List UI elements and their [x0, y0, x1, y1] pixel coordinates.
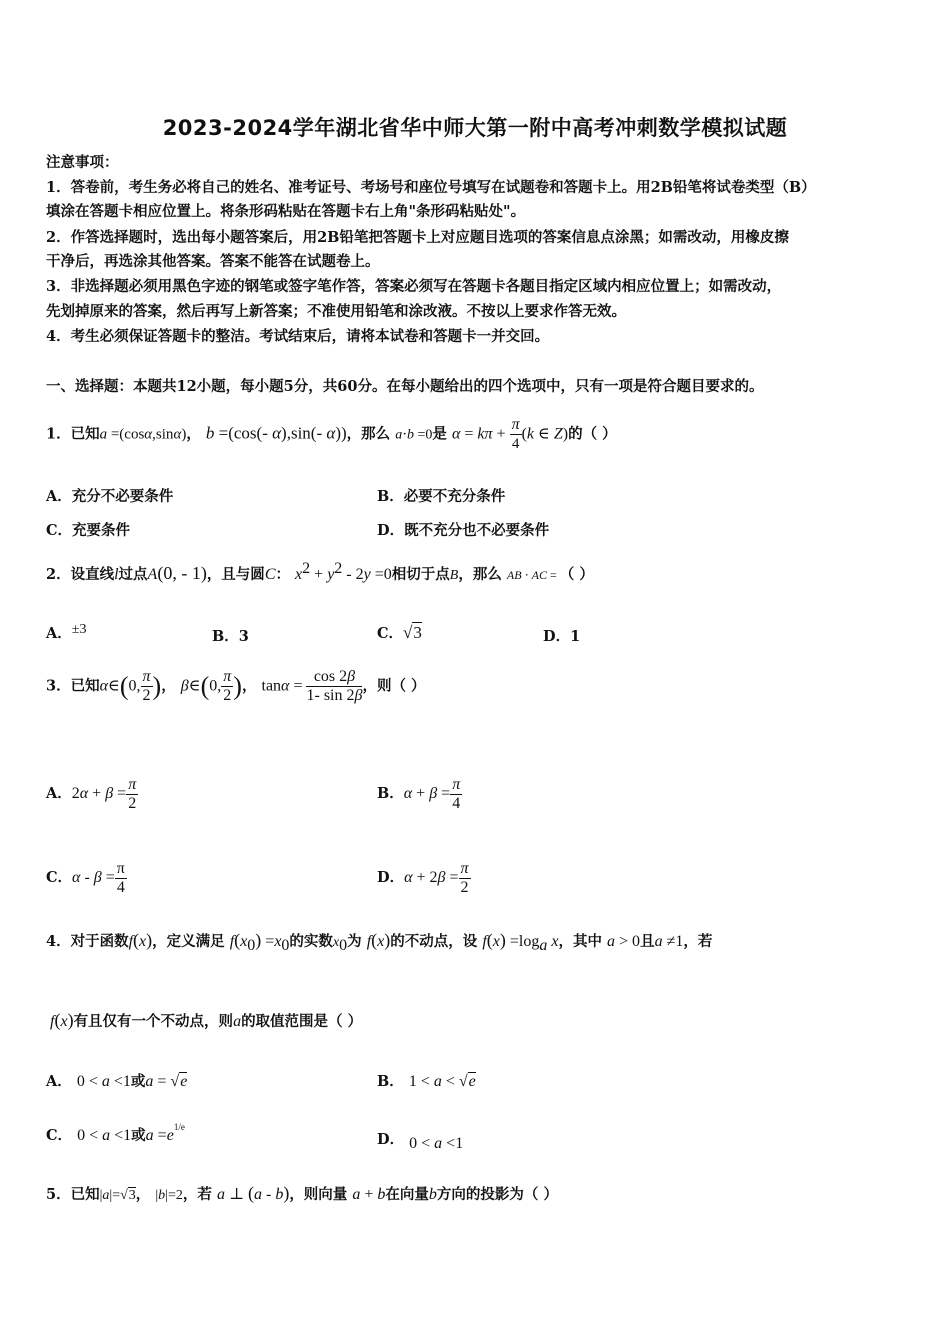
- q4-option-b[interactable]: B． 1 < a < √e: [377, 1073, 476, 1090]
- question-5: 5．已知|a|=√3， |b|=2，若 a ⊥ (a - b)，则向量 a + b在向量b方向的投影为（ ）: [46, 1183, 558, 1203]
- section-heading: 一、选择题：本题共12小题，每小题5分，共60分。在每小题给出的四个选项中，只有一项是符合题目要求的。: [46, 378, 764, 395]
- q4-option-a[interactable]: A． 0 < a <1或a = √e: [46, 1073, 188, 1090]
- notice-line-6: 先划掉原来的答案，然后再写上新答案；不准使用铅笔和涂改液。不按以上要求作答无效。: [46, 303, 626, 320]
- q1-option-a[interactable]: A．充分不必要条件: [46, 488, 174, 505]
- notice-line-2: 填涂在答题卡相应位置上。将条形码粘贴在答题卡右上角"条形码粘贴处"。: [46, 203, 526, 220]
- q3-option-b[interactable]: B．α + β = $\frac{\pi}{4}$: [377, 775, 461, 812]
- q1-option-b[interactable]: B．必要不充分条件: [377, 488, 506, 505]
- q4-option-d[interactable]: D． 0 < a <1: [377, 1131, 464, 1152]
- question-4-cont: f(x)有且仅有一个不动点，则a的取值范围是（ ）: [50, 1010, 363, 1030]
- q4-option-c[interactable]: C． 0 < a <1或$a =e^{1/e}$: [46, 1122, 185, 1144]
- q2-option-c[interactable]: C．√3: [377, 623, 422, 642]
- q3-option-c[interactable]: C．α - β = $\frac{\pi}{4}$: [46, 859, 125, 896]
- q3-option-d[interactable]: D．α + 2β = $\frac{\pi}{2}$: [377, 859, 469, 896]
- notice-line-1: 1．答卷前，考生务必将自己的姓名、准考证号、考场号和座位号填写在试题卷和答题卡上。用2B铅笔将试卷类型（B）: [46, 179, 816, 196]
- question-1: 1．已知a =(cosα,sinα)， b =(cos(- α),sin(- α))，那么 a⋅b =0是 α = kπ + $\frac{\pi}{4}$ (k ∈ Z)的（ ）: [46, 416, 617, 452]
- q3-option-a[interactable]: A．2α + β = $\frac{\pi}{2}$: [46, 775, 137, 812]
- q1-option-c[interactable]: C．充要条件: [46, 522, 131, 539]
- q2-option-a[interactable]: A．±3: [46, 622, 87, 642]
- notice-heading: 注意事项：: [46, 154, 119, 171]
- page-title: 2023-2024学年湖北省华中师大第一附中高考冲刺数学模拟试题: [162, 116, 788, 140]
- q2-option-b[interactable]: B．3: [212, 628, 249, 645]
- notice-line-3: 2．作答选择题时，选出每小题答案后，用2B铅笔把答题卡上对应题目选项的答案信息点涂黑；如需改动，用橡皮擦: [46, 229, 789, 246]
- question-4: 4．对于函数f(x)，定义满足 $f(x_0) =x_0$的实数$x_0$为 f(x)的不动点，设 $f(x) =\log_a$ x，其中 a > 0且a ≠1，若: [46, 930, 713, 954]
- notice-line-5: 3．非选择题必须用黑色字迹的钢笔或签字笔作答，答案必须写在答题卡各题目指定区域内相应位置上；如需改动，: [46, 278, 782, 295]
- question-2: 2．设直线l过点A(0, - 1)，且与圆C： $x^2 + y^2 - 2y =0$相切于点B，那么 AB ⋅ AC = （ ）: [46, 560, 594, 583]
- q1-option-d[interactable]: D．既不充分也不必要条件: [377, 522, 550, 539]
- notice-line-7: 4．考生必须保证答题卡的整洁。考试结束后，请将本试卷和答题卡一并交回。: [46, 328, 550, 345]
- q2-option-d[interactable]: D．1: [543, 628, 581, 645]
- notice-line-4: 干净后，再选涂其他答案。答案不能答在试题卷上。: [46, 253, 380, 270]
- question-3: 3．已知α∈(0, $\frac{\pi}{2}$ )， β∈(0, $\frac{\pi}{2}$ )， tanα = $\frac{\cos 2\beta}{1- \sin 2\beta}$ ，则（ ）: [46, 668, 426, 704]
